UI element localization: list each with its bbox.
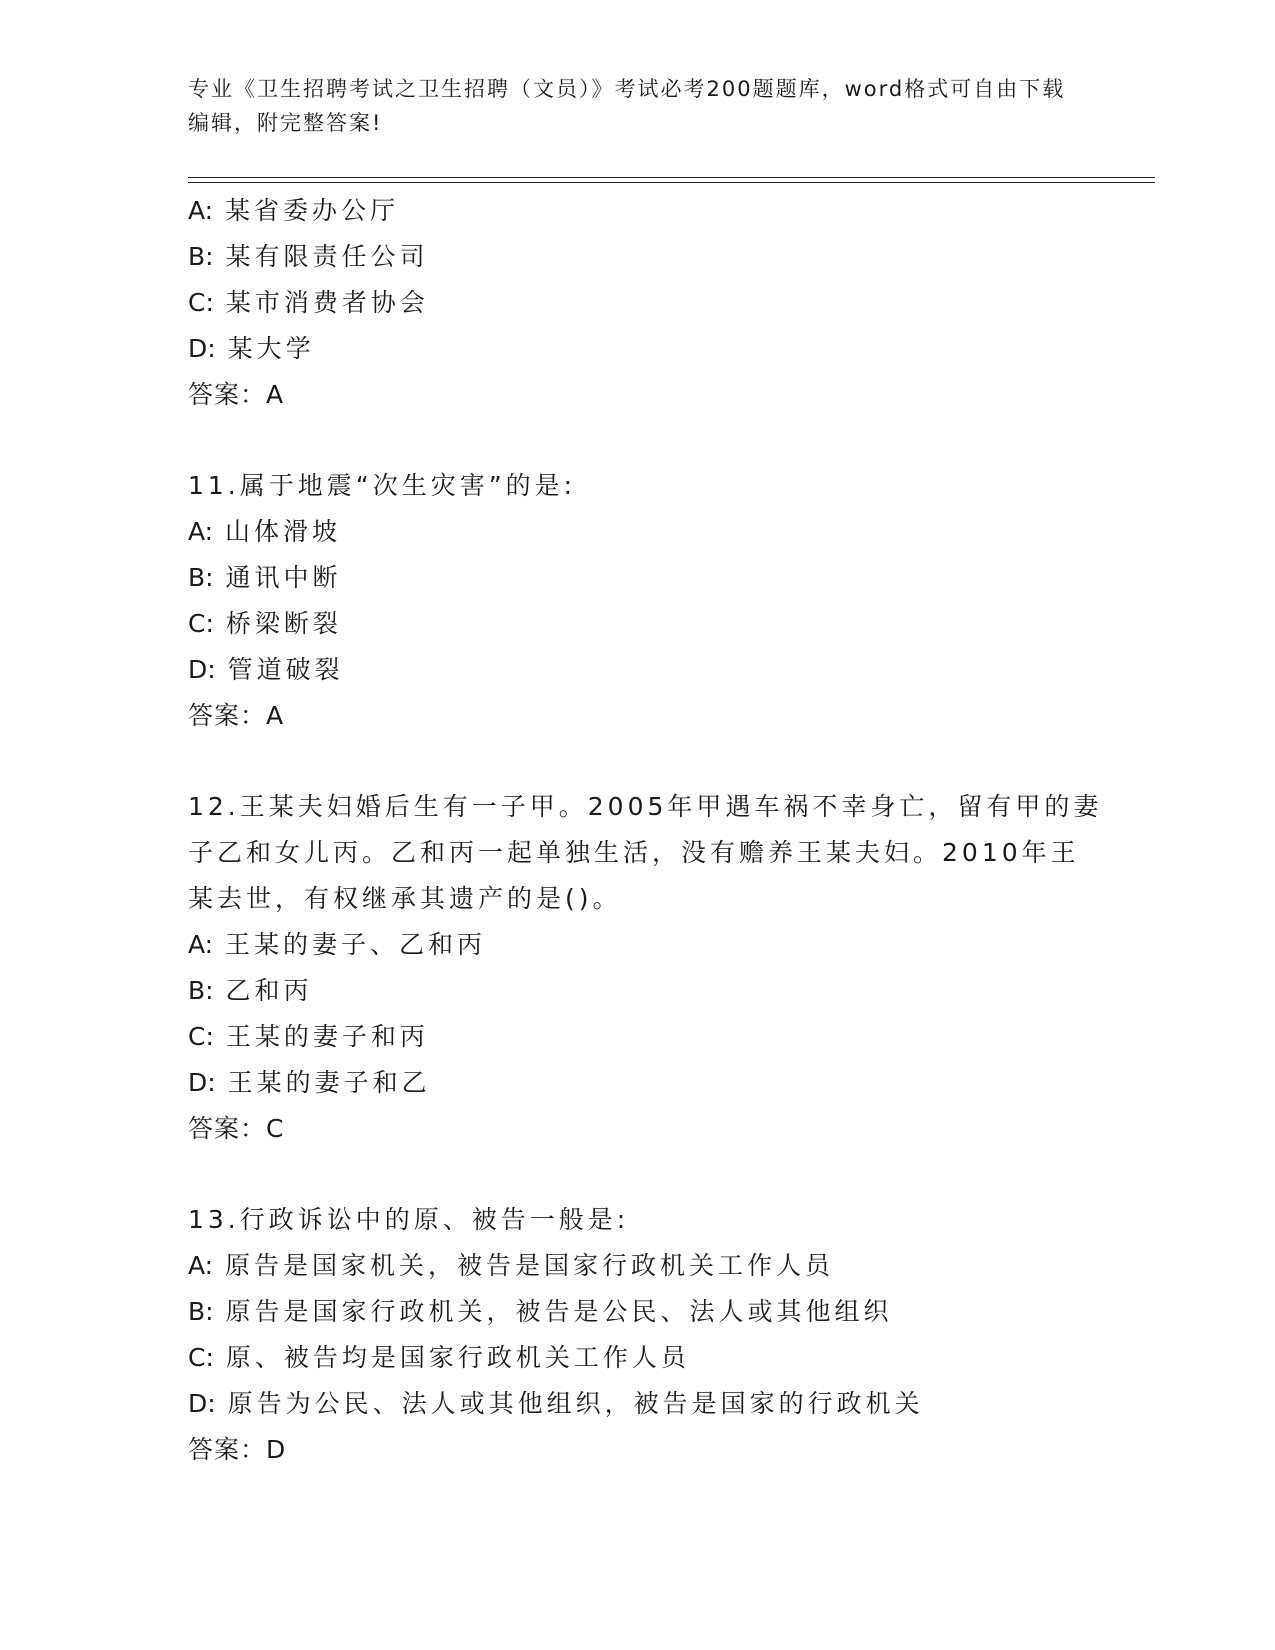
option-letter: C: xyxy=(188,609,214,638)
question-stem: 13.行政诉讼中的原、被告一般是: xyxy=(188,1205,630,1234)
question-stem: 11.属于地震“次生灾害”的是: xyxy=(188,471,577,500)
option-text: 王某的妻子和乙 xyxy=(227,1068,431,1097)
option-text: 桥梁断裂 xyxy=(225,609,342,638)
option-text: 原告是国家机关，被告是国家行政机关工作人员 xyxy=(225,1251,835,1280)
option-letter: A: xyxy=(188,930,214,959)
option-text: 原告是国家行政机关，被告是公民、法人或其他组织 xyxy=(225,1297,893,1326)
option-letter: B: xyxy=(188,976,214,1005)
option-text: 管道破裂 xyxy=(227,655,344,684)
option-b xyxy=(188,234,1148,280)
answer-line xyxy=(188,372,1148,418)
answer-value: C xyxy=(266,1114,288,1143)
answer-line xyxy=(188,1427,1148,1473)
answer-value: A xyxy=(266,701,288,730)
option-letter: D: xyxy=(188,1389,216,1418)
option-text: 某市消费者协会 xyxy=(225,288,429,317)
option-c xyxy=(188,1335,1148,1381)
answer-line xyxy=(188,693,1148,739)
question-stem-line-2: 子乙和女儿丙。乙和丙一起单独生活，没有赡养王某夫妇。2010年王 xyxy=(188,838,1080,867)
option-letter: C: xyxy=(188,1343,214,1372)
option-letter: D: xyxy=(188,655,216,684)
option-text: 山体滑坡 xyxy=(225,517,342,546)
option-letter: B: xyxy=(188,242,214,271)
document-header: 专业《卫生招聘考试之卫生招聘（文员）》考试必考200题题库，word格式可自由下载编辑，附完整答案! xyxy=(188,77,1066,135)
option-text: 原告为公民、法人或其他组织，被告是国家的行政机关 xyxy=(227,1389,924,1418)
option-letter: D: xyxy=(188,334,216,363)
question-block-13 xyxy=(188,1197,1148,1473)
option-text: 王某的妻子和丙 xyxy=(225,1022,429,1051)
header-divider-top xyxy=(188,177,1155,178)
question-block-12 xyxy=(188,784,1148,1152)
option-c xyxy=(188,1014,1148,1060)
option-b xyxy=(188,555,1148,601)
answer-label: 答案： xyxy=(188,1435,267,1464)
option-letter: A: xyxy=(188,196,214,225)
option-letter: C: xyxy=(188,288,214,317)
option-letter: A: xyxy=(188,1251,214,1280)
option-a xyxy=(188,1243,1148,1289)
option-letter: C: xyxy=(188,1022,214,1051)
answer-label: 答案： xyxy=(188,380,267,409)
option-c xyxy=(188,280,1148,326)
option-c xyxy=(188,601,1148,647)
option-letter: B: xyxy=(188,1297,214,1326)
option-text: 王某的妻子、乙和丙 xyxy=(225,930,487,959)
option-text: 通讯中断 xyxy=(225,563,342,592)
answer-label: 答案： xyxy=(188,1114,267,1143)
option-text: 某有限责任公司 xyxy=(225,242,429,271)
option-d xyxy=(188,1060,1148,1106)
option-text: 某省委办公厅 xyxy=(225,196,400,225)
option-d xyxy=(188,647,1148,693)
option-d xyxy=(188,1381,1148,1427)
option-letter: B: xyxy=(188,563,214,592)
option-a xyxy=(188,922,1148,968)
option-text: 原、被告均是国家行政机关工作人员 xyxy=(225,1343,690,1372)
option-letter: A: xyxy=(188,517,214,546)
option-letter: D: xyxy=(188,1068,216,1097)
answer-value: D xyxy=(266,1435,290,1464)
option-text: 乙和丙 xyxy=(225,976,313,1005)
answer-label: 答案： xyxy=(188,701,267,730)
option-b xyxy=(188,1289,1148,1335)
option-text: 某大学 xyxy=(227,334,315,363)
option-b xyxy=(188,968,1148,1014)
answer-line xyxy=(188,1106,1148,1152)
question-list xyxy=(188,188,1148,1473)
option-a xyxy=(188,509,1148,555)
question-stem-line-1: 12.王某夫妇婚后生有一子甲。2005年甲遇车祸不幸身亡，留有甲的妻 xyxy=(188,792,1103,821)
answer-value: A xyxy=(266,380,288,409)
question-stem-line-3: 某去世，有权继承其遗产的是()。 xyxy=(188,884,622,913)
question-block-prev xyxy=(188,188,1148,418)
question-block-11 xyxy=(188,463,1148,739)
header-divider-bottom xyxy=(188,182,1155,183)
option-d xyxy=(188,326,1148,372)
option-a xyxy=(188,188,1148,234)
